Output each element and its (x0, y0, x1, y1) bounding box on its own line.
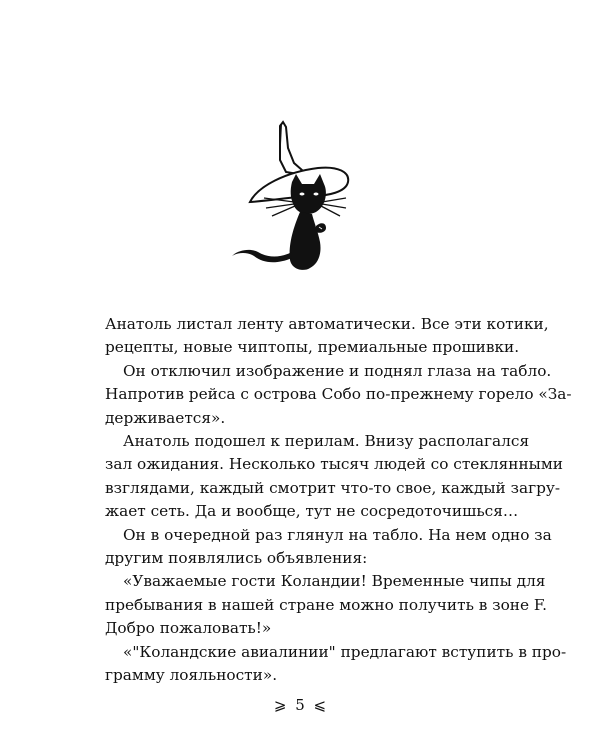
text-line: пребывания в нашей стране можно получить в зоне F. (105, 595, 547, 614)
text-line: Он в очередной раз глянул на табло. На нем одно за (123, 525, 552, 544)
text-line: Анатоль подошел к перилам. Внизу располагался (123, 432, 530, 451)
text-line: Он отключил изображение и поднял глаза на табло. (123, 361, 552, 380)
text-line: жает сеть. Да и вообще, тут не сосредоточишься… (105, 502, 519, 521)
text-line: «"Коландские авиалинии" предлагают вступить в про- (123, 642, 567, 661)
text-line: взглядами, каждый смотрит что-то свое, каждый загру- (105, 478, 561, 497)
text-line: зал ожидания. Несколько тысяч людей со стеклянными (105, 455, 563, 474)
black-cat-in-witch-hat-icon (228, 118, 358, 280)
text-line: «Уважаемые гости Коландии! Временные чипы для (123, 572, 546, 591)
text-line: Добро пожаловать!» (105, 619, 272, 638)
folio-number: 5 (295, 696, 305, 714)
text-line: держивается». (105, 408, 226, 427)
folio-right-mark: ⩽ (313, 696, 327, 714)
folio-left-mark: ⩾ (273, 696, 287, 714)
text-line: Анатоль листал ленту автоматически. Все эти котики, (105, 315, 549, 333)
text-line: грамму лояльности». (105, 666, 278, 685)
text-line: Напротив рейса с острова Собо по-прежнему горело «За- (105, 385, 572, 404)
text-line: другим появлялись объявления: (105, 549, 368, 568)
body-text (105, 313, 572, 688)
text-line: рецепты, новые чиптопы, премиальные прошивки. (105, 338, 520, 357)
page-number (0, 694, 600, 715)
